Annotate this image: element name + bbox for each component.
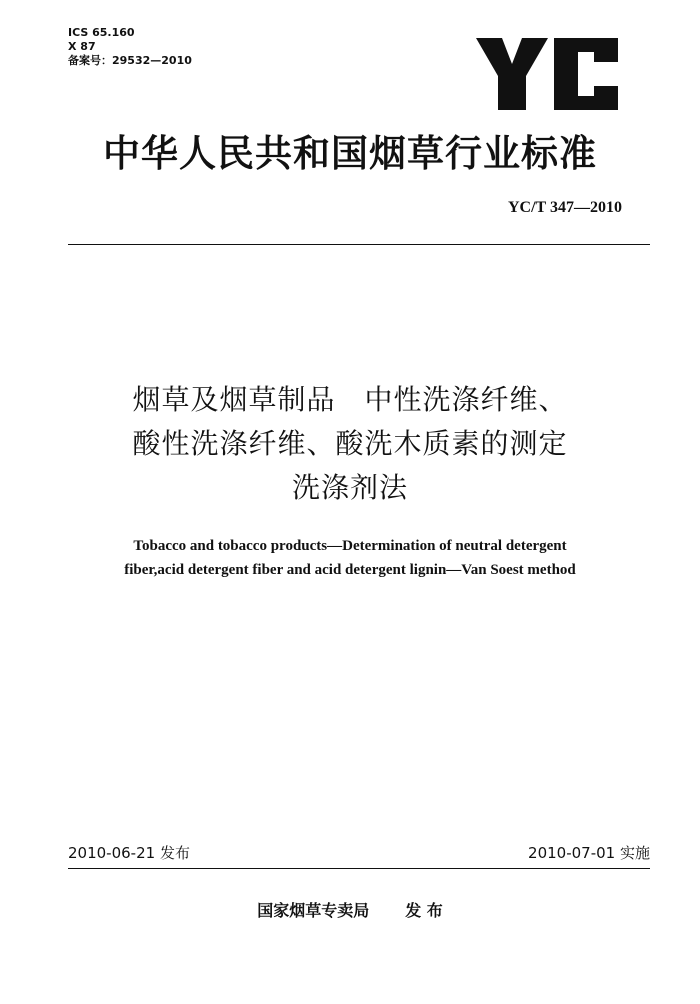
issuer-action: 发 布 bbox=[405, 901, 443, 920]
yc-logo-c bbox=[554, 38, 618, 110]
yc-logo-y bbox=[476, 38, 548, 110]
record-number: 备案号：29532—2010 bbox=[68, 54, 192, 67]
header-divider bbox=[68, 244, 650, 245]
standard-number: YC/T 347—2010 bbox=[508, 199, 622, 216]
title-cn-line-2: 酸性洗涤纤维、酸洗木质素的测定 bbox=[132, 427, 568, 460]
title-en-line-2: fiber,acid detergent fiber and acid detergent lignin—Van Soest method bbox=[124, 562, 576, 578]
ics-code: ICS 65.160 bbox=[68, 26, 135, 39]
yc-logo bbox=[476, 38, 618, 110]
issuer-line bbox=[0, 900, 700, 922]
title-en-line-1: Tobacco and tobacco products—Determination of neutral detergent bbox=[133, 538, 567, 554]
standard-title: 中华人民共和国烟草行业标准 bbox=[103, 132, 597, 175]
footer-divider bbox=[68, 868, 650, 869]
issuer-name: 国家烟草专卖局 bbox=[257, 901, 370, 920]
issue-date: 2010-06-21 发布 bbox=[68, 844, 190, 862]
category-code: X 87 bbox=[68, 40, 96, 53]
title-cn-line-3: 洗涤剂法 bbox=[291, 471, 408, 504]
implementation-date: 2010-07-01 实施 bbox=[528, 844, 650, 862]
title-cn-line-1: 烟草及烟草制品 中性洗涤纤维、 bbox=[132, 383, 568, 416]
